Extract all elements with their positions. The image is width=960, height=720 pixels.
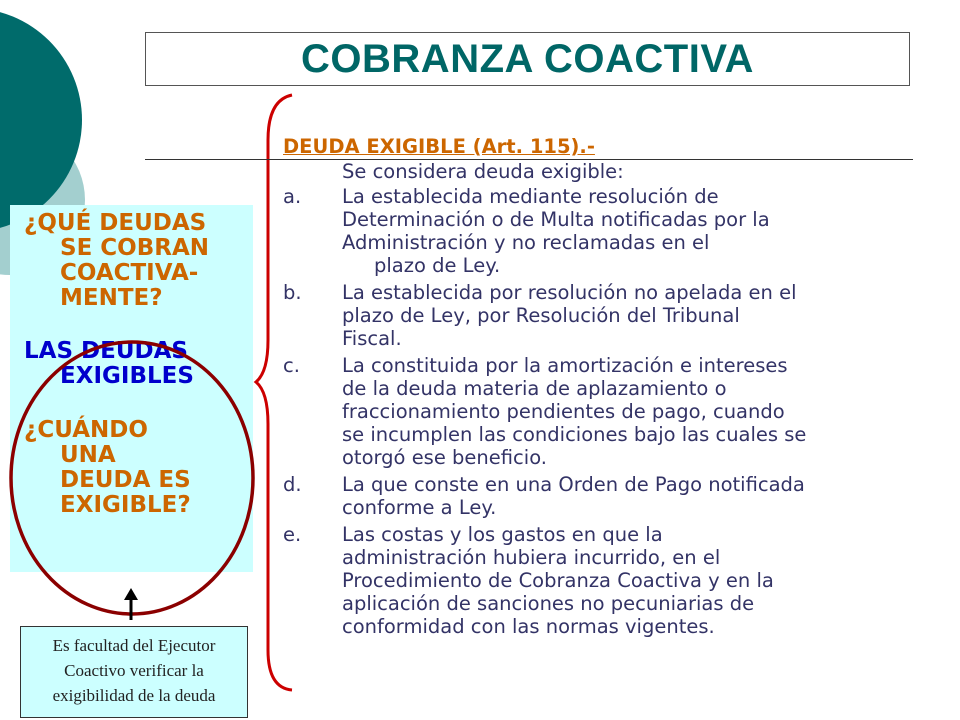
note-box: Es facultad del Ejecutor Coactivo verificar la exigibilidad de la deuda — [20, 626, 248, 718]
left-question-panel — [10, 205, 253, 572]
list-item: a. La establecida mediante resolución de Determinación o de Multa notificadas por la Administración y no reclamadas en el plazo de Ley. — [283, 185, 770, 277]
answer-exigible-debts: LAS DEUDAS EXIGIBLES — [24, 338, 194, 389]
list-marker: a. — [283, 185, 302, 208]
list-marker: e. — [283, 523, 302, 546]
list-item: c. La constituida por la amortización e intereses de la deuda materia de aplazamiento o fraccionamiento pendientes de pago, cuando se incumplen las condiciones bajo las cuales se otorgó ese beneficio. — [283, 354, 807, 469]
list-item: d. La que conste en una Orden de Pago notificada conforme a Ley. — [283, 473, 805, 519]
content-body — [283, 135, 923, 642]
list-item: e. Las costas y los gastos en que la administración hubiera incurrido, en el Procedimiento de Cobranza Coactiva y en la aplicación de sanciones no pecuniarias de conformidad con las normas vigentes. — [283, 523, 774, 638]
list-item: b. La establecida por resolución no apelada en el plazo de Ley, por Resolución del Tribunal Fiscal. — [283, 281, 797, 350]
question-what-debts: ¿QUÉ DEUDAS SE COBRAN COACTIVA- MENTE? — [24, 210, 210, 311]
list-marker: d. — [283, 473, 302, 496]
intro-text: Se considera deuda exigible: — [342, 160, 624, 183]
list-marker: c. — [283, 354, 300, 377]
page-title: COBRANZA COACTIVA — [301, 37, 754, 81]
section-heading: DEUDA EXIGIBLE (Art. 115).- — [283, 135, 595, 158]
question-when-exigible: ¿CUÁNDO UNA DEUDA ES EXIGIBLE? — [24, 417, 191, 518]
list-marker: b. — [283, 281, 302, 304]
